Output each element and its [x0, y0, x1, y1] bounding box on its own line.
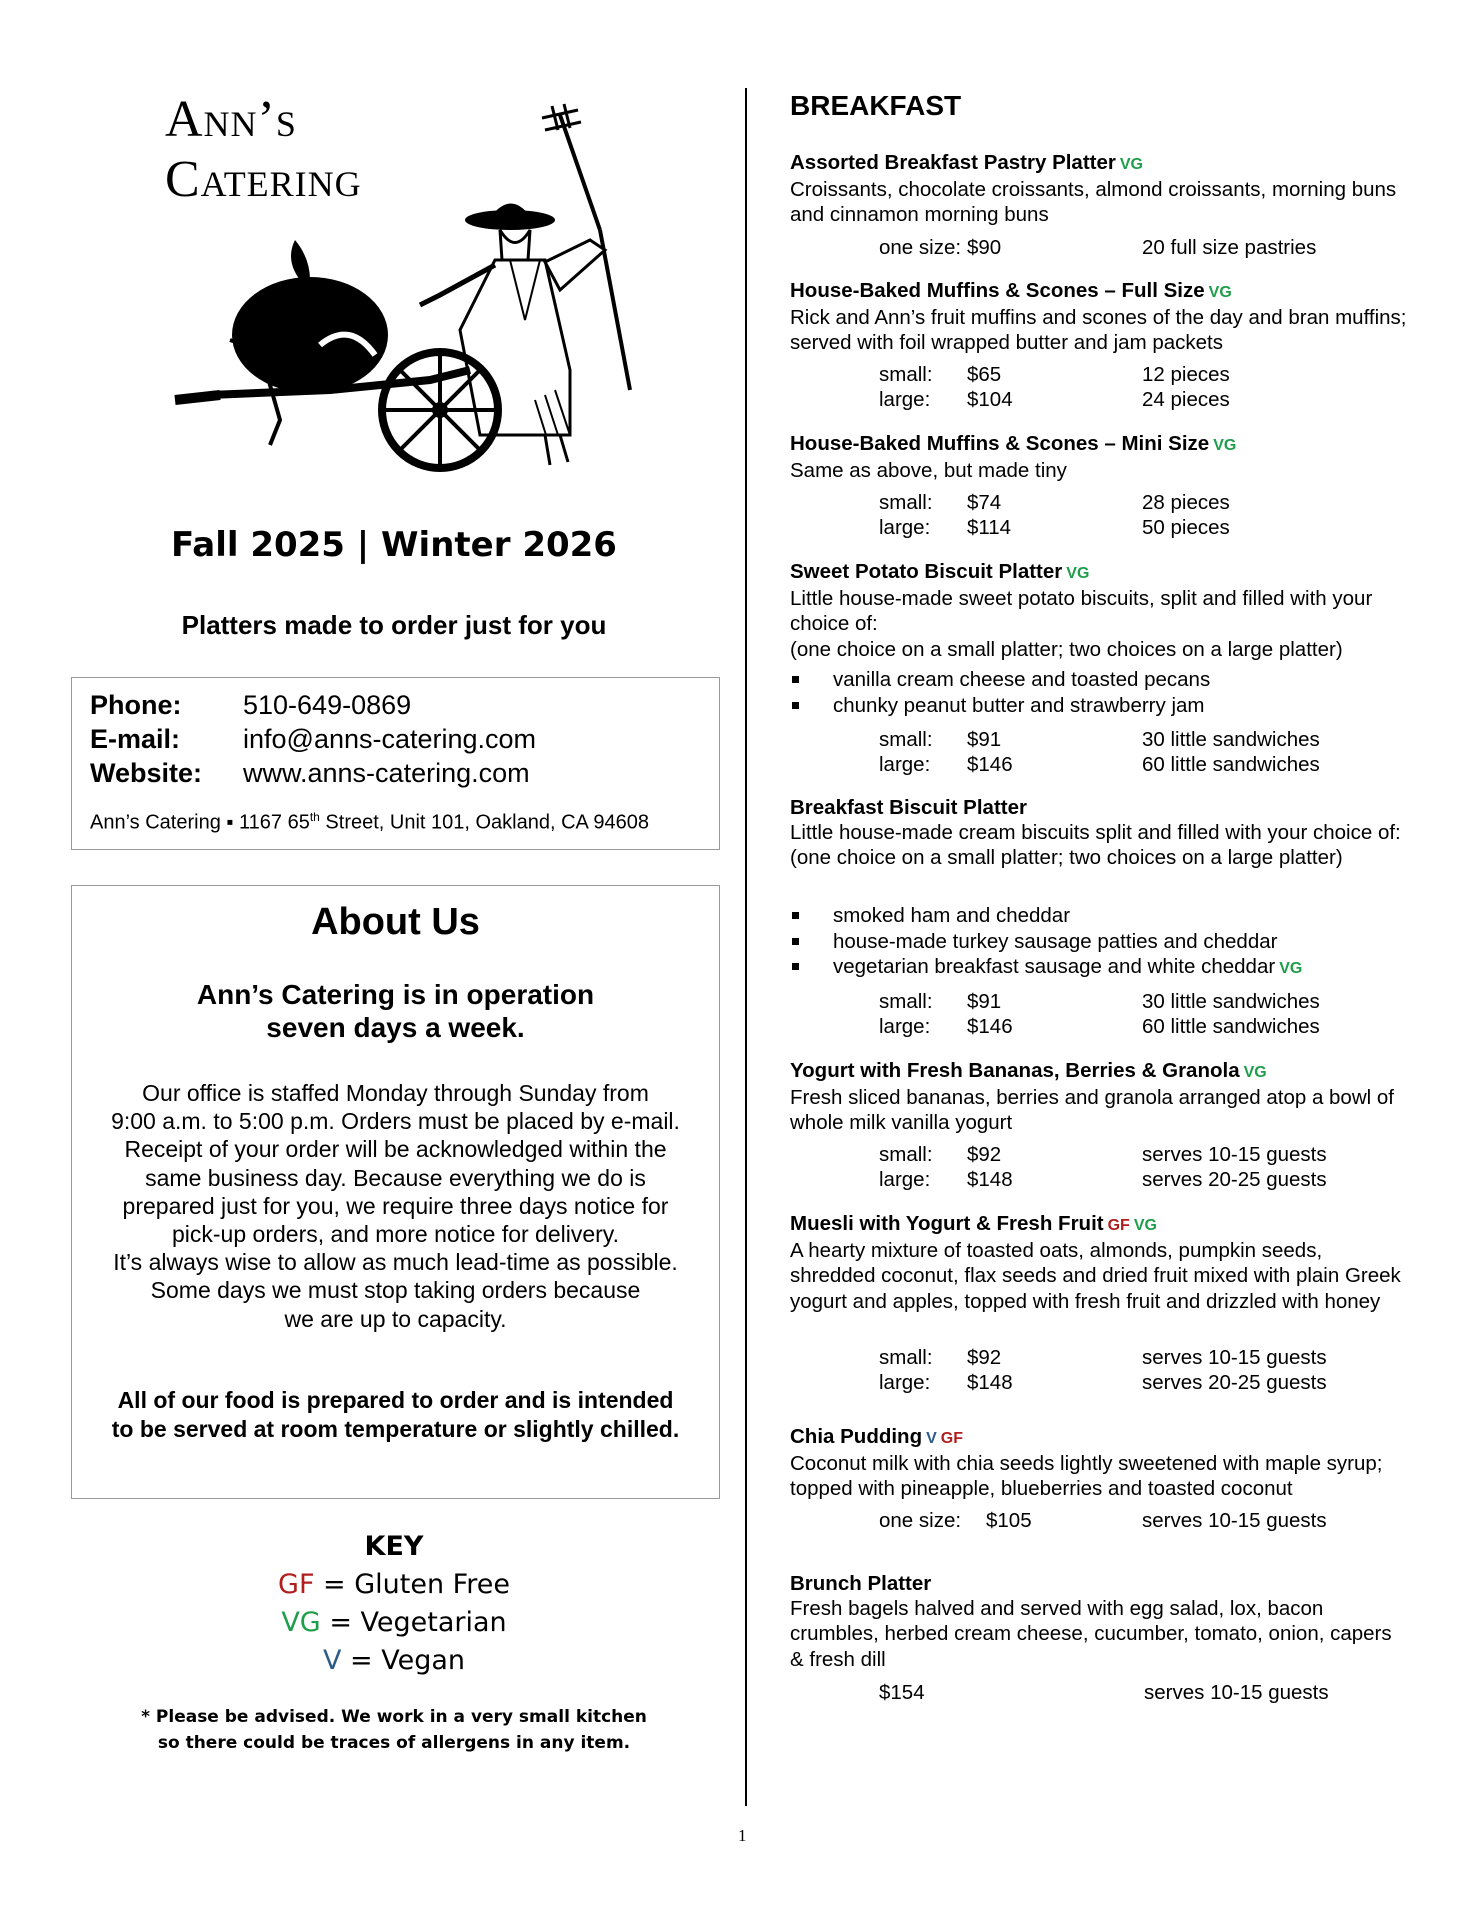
price-amount: $146	[967, 753, 1013, 776]
allergen-notice	[70, 1704, 718, 1756]
menu-item-description: Little house-made sweet potato biscuits, split and filled with your choice of:	[790, 587, 1373, 636]
menu-item	[790, 1058, 1410, 1136]
menu-item	[790, 1571, 1410, 1672]
website-label: Website:	[90, 758, 203, 788]
about-body-line: prepared just for you, we require three days notice for	[122, 1192, 669, 1219]
price-size: small:	[879, 1346, 933, 1369]
menu-item	[790, 559, 1410, 662]
phone-number[interactable]: 510-649-0869	[243, 690, 412, 720]
menu-item-description: Little house-made cream biscuits split and filled with your choice of: (one choice on a small platter; two choices on a large platter)	[790, 821, 1401, 870]
price-quantity: 12 pieces	[1142, 363, 1230, 386]
price-quantity: 28 pieces	[1142, 491, 1230, 514]
price-quantity: serves 10-15 guests	[1144, 1681, 1329, 1704]
address-part-2: Street, Unit 101, Oakland, CA 94608	[319, 811, 649, 834]
price-size: large:	[879, 516, 931, 539]
allergen-notice-line: so there could be traces of allergens in any item.	[157, 1733, 631, 1753]
menu-item-name: Muesli with Yogurt & Fresh Fruit	[790, 1212, 1104, 1235]
about-subtitle-line: Ann’s Catering is in operation	[196, 979, 595, 1010]
email-row	[90, 724, 536, 755]
price-quantity: serves 20-25 guests	[1142, 1168, 1327, 1191]
menu-item-name: Chia Pudding	[790, 1425, 923, 1448]
menu-item-description: Rick and Ann’s fruit muffins and scones of the day and bran muffins; served with foil wrapped butter and jam packets	[790, 306, 1407, 355]
menu-item-description: Coconut milk with chia seeds lightly sweetened with maple syrup; topped with pineapple, blueberries and toasted coconut	[790, 1452, 1383, 1501]
menu-item	[790, 150, 1410, 228]
vg-tag: VG	[1243, 1064, 1267, 1081]
option-list	[790, 903, 1302, 982]
option-item: smoked ham and cheddar	[790, 903, 1302, 929]
about-subtitle-line: seven days a week.	[266, 1012, 525, 1043]
price-quantity: serves 10-15 guests	[1142, 1143, 1327, 1166]
gf-text: = Gluten Free	[314, 1569, 510, 1600]
price-quantity: 60 little sandwiches	[1142, 753, 1320, 776]
about-footnote	[72, 1386, 719, 1443]
price-size: small:	[879, 1143, 933, 1166]
gf-tag: GF	[1107, 1217, 1130, 1234]
price-quantity: 30 little sandwiches	[1142, 728, 1320, 751]
about-subtitle	[72, 978, 719, 1044]
option-item	[790, 954, 1302, 982]
menu-item-description: Fresh bagels halved and served with egg salad, lox, bacon crumbles, herbed cream cheese, cucumber, tomato, onion, capers & fresh dill	[790, 1597, 1392, 1671]
price-amount: $90	[967, 236, 1002, 259]
website-row	[90, 758, 530, 789]
contact-box	[71, 677, 720, 850]
price-amount: $105	[986, 1509, 1032, 1532]
farmer-wheelbarrow-illustration	[150, 90, 650, 490]
price-size: large:	[879, 1371, 931, 1394]
price-size: small:	[879, 363, 933, 386]
menu-item-name: Sweet Potato Biscuit Platter	[790, 560, 1063, 583]
tagline: Platters made to order just for you	[181, 610, 607, 640]
about-body-line: 9:00 a.m. to 5:00 p.m. Orders must be placed by e-mail.	[111, 1108, 680, 1135]
price-amount: $154	[879, 1681, 925, 1704]
about-body-line: we are up to capacity.	[284, 1305, 507, 1332]
price-size: small:	[879, 990, 933, 1013]
price-size: large:	[879, 388, 931, 411]
about-body	[82, 1079, 709, 1333]
price-size: one size:	[879, 236, 962, 259]
menu-item-name: Assorted Breakfast Pastry Platter	[790, 151, 1116, 174]
price-quantity: 24 pieces	[1142, 388, 1230, 411]
logo-line-2: Catering	[165, 151, 362, 208]
price-amount: $148	[967, 1168, 1013, 1191]
website-link[interactable]: www.anns-catering.com	[243, 758, 530, 788]
v-tag: V	[926, 1430, 937, 1447]
option-item: chunky peanut butter and strawberry jam	[790, 693, 1210, 719]
season-title: Fall 2025 | Winter 2026	[171, 525, 617, 565]
price-amount: $91	[967, 728, 1002, 751]
menu-item-name: Breakfast Biscuit Platter	[790, 796, 1027, 819]
vg-tag: VG	[1208, 284, 1232, 301]
allergen-notice-line: * Please be advised. We work in a very small kitchen	[141, 1707, 647, 1727]
about-body-line: same business day. Because everything we do is	[145, 1164, 646, 1191]
email-label: E-mail:	[90, 724, 181, 754]
vg-tag: VG	[1119, 156, 1143, 173]
email-link[interactable]: info@anns-catering.com	[243, 724, 537, 754]
menu-item-name: Yogurt with Fresh Bananas, Berries & Granola	[790, 1059, 1240, 1082]
gf-tag: GF	[940, 1430, 963, 1447]
menu-item	[790, 795, 1410, 871]
about-title: About Us	[311, 901, 480, 943]
price-quantity: 30 little sandwiches	[1142, 990, 1320, 1013]
page-number: 1	[738, 1826, 747, 1845]
logo	[150, 90, 650, 490]
vg-tag: VG	[1279, 960, 1303, 978]
price-amount: $74	[967, 491, 1002, 514]
gf-code: GF	[278, 1569, 315, 1600]
price-quantity: serves 20-25 guests	[1142, 1371, 1327, 1394]
key-row-vg	[70, 1604, 718, 1642]
price-amount: $65	[967, 363, 1002, 386]
about-footnote-line: to be served at room temperature or slightly chilled.	[111, 1415, 680, 1442]
price-amount: $92	[967, 1346, 1002, 1369]
menu-item-name: House-Baked Muffins & Scones – Mini Size	[790, 432, 1210, 455]
key-title: KEY	[364, 1531, 424, 1562]
v-text: = Vegan	[341, 1645, 466, 1676]
price-amount: $92	[967, 1143, 1002, 1166]
price-quantity: 20 full size pastries	[1142, 236, 1317, 259]
menu-item-name: Brunch Platter	[790, 1572, 932, 1595]
price-quantity: serves 10-15 guests	[1142, 1346, 1327, 1369]
column-divider	[745, 88, 747, 1806]
phone-row	[90, 690, 411, 721]
menu-item	[790, 1424, 1410, 1502]
price-amount: $91	[967, 990, 1002, 1013]
price-quantity: 60 little sandwiches	[1142, 1015, 1320, 1038]
menu-item-description: Same as above, but made tiny	[790, 459, 1067, 483]
price-size: small:	[879, 728, 933, 751]
option-text: vegetarian breakfast sausage and white cheddar	[833, 955, 1276, 979]
vg-tag: VG	[1066, 565, 1090, 582]
menu-item	[790, 278, 1410, 356]
price-size: large:	[879, 1168, 931, 1191]
address-sup: th	[309, 810, 320, 824]
logo-line-1: Ann’s	[165, 91, 297, 148]
about-body-line: Some days we must stop taking orders because	[150, 1277, 641, 1304]
vg-code: VG	[281, 1607, 321, 1638]
option-list	[790, 667, 1210, 718]
about-footnote-line: All of our food is prepared to order and is intended	[117, 1387, 674, 1413]
about-box	[71, 885, 720, 1499]
section-title-breakfast: BREAKFAST	[790, 90, 962, 121]
vg-tag: VG	[1213, 437, 1237, 454]
menu-item-name: House-Baked Muffins & Scones – Full Size	[790, 279, 1205, 302]
option-item: house-made turkey sausage patties and cheddar	[790, 929, 1302, 955]
vg-tag: VG	[1133, 1217, 1157, 1234]
price-amount: $104	[967, 388, 1013, 411]
phone-label: Phone:	[90, 690, 182, 720]
option-item: vanilla cream cheese and toasted pecans	[790, 667, 1210, 693]
about-body-line: pick-up orders, and more notice for delivery.	[172, 1221, 619, 1248]
price-size: small:	[879, 491, 933, 514]
about-body-line: It’s always wise to allow as much lead-time as possible.	[113, 1249, 678, 1276]
about-body-line: Receipt of your order will be acknowledged within the	[124, 1136, 667, 1163]
menu-item-description: A hearty mixture of toasted oats, almonds, pumpkin seeds, shredded coconut, flax seeds and dried fruit mixed with plain Greek yogurt and apples, topped with fresh fruit and drizzled with honey	[790, 1239, 1401, 1313]
price-amount: $114	[967, 516, 1012, 539]
dietary-key	[70, 1528, 718, 1680]
menu-item	[790, 1211, 1410, 1314]
price-quantity: serves 10-15 guests	[1142, 1509, 1327, 1532]
price-amount: $148	[967, 1371, 1013, 1394]
price-size: large:	[879, 1015, 931, 1038]
price-size: large:	[879, 753, 931, 776]
price-quantity: 50 pieces	[1142, 516, 1230, 539]
price-size: one size:	[879, 1509, 962, 1532]
address	[90, 810, 649, 835]
menu-item-description: Fresh sliced bananas, berries and granola arranged atop a bowl of whole milk vanilla yogurt	[790, 1086, 1394, 1135]
key-row-gf	[70, 1566, 718, 1604]
menu-item-description-note: (one choice on a small platter; two choices on a large platter)	[790, 637, 1343, 661]
menu-item-description: Croissants, chocolate croissants, almond croissants, morning buns and cinnamon morning buns	[790, 178, 1397, 227]
price-amount: $146	[967, 1015, 1013, 1038]
key-row-v	[70, 1642, 718, 1680]
v-code: V	[322, 1645, 342, 1676]
menu-item	[790, 431, 1410, 483]
about-body-line: Our office is staffed Monday through Sunday from	[142, 1080, 649, 1106]
address-part-1: Ann’s Catering ▪ 1167 65	[90, 811, 310, 834]
vg-text: = Vegetarian	[320, 1607, 507, 1638]
